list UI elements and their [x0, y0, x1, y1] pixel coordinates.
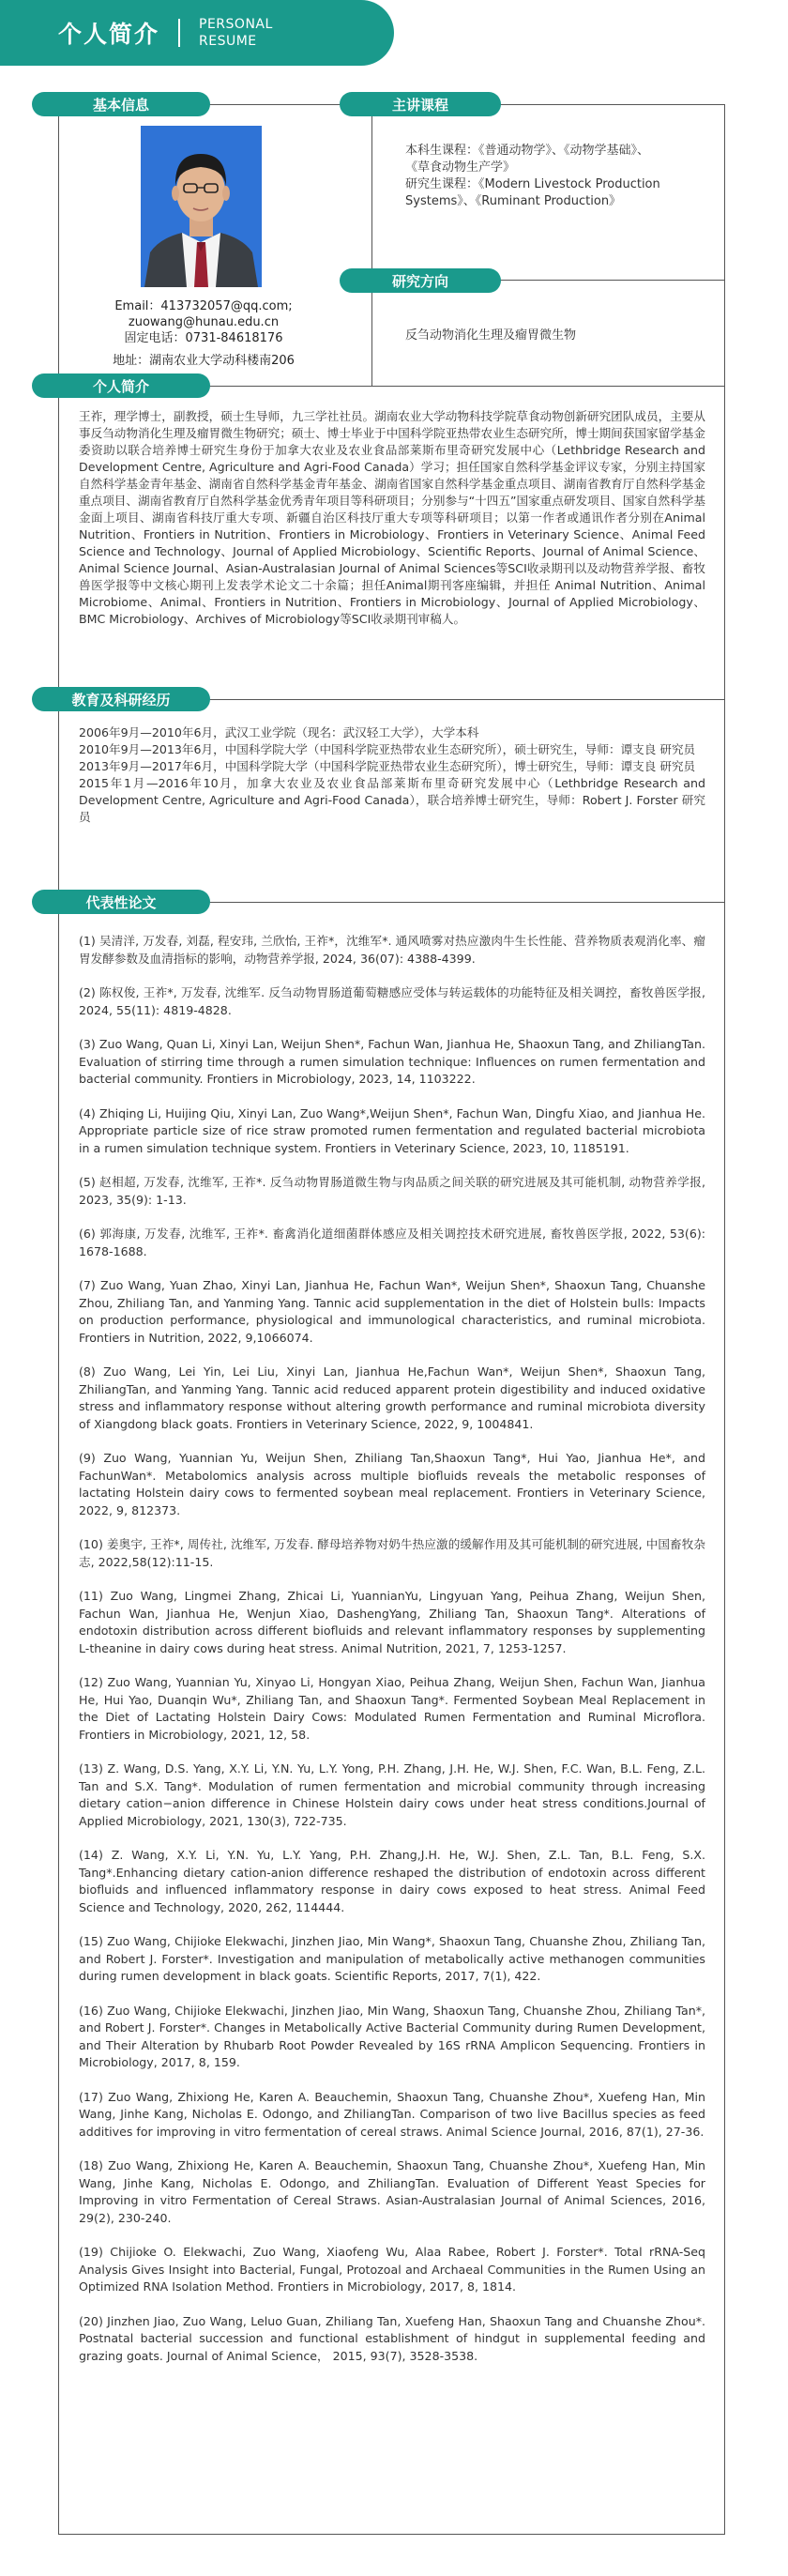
- header-title-en-1: PERSONAL: [199, 17, 273, 32]
- courses-line-3: 研究生课程：《Modern Livestock Production: [405, 177, 660, 191]
- courses-line-2: 《草食动物生产学》: [405, 160, 516, 175]
- section-education: 教育及科研经历: [32, 687, 210, 711]
- paper-item: (8) Zuo Wang, Lei Yin, Lei Liu, Xinyi Lan, Jianhua He,Fachun Wan*, Weijun Shen*, Shaoxun Tang, ZhiliangTan, and Yanming Yang. Tannic acid reduced apparent protein digestibility and induced oxidative stress and inflammatory response without altering growth performance and ruminal microbiota diversity of Xiangdong black goats. Frontiers in Veterinary Science, 2022, 9, 1004841.: [79, 1364, 705, 1431]
- paper-item: (12) Zuo Wang, Yuannian Yu, Xinyao Li, Hongyan Xiao, Peihua Zhang, Weijun Shen, Fachun Wan, Jianhua He, Hui Yao, Duanqin Wu*, Zhiliang Tan, and Shaoxun Tang*. Fermented Soybean Meal Replacement in the Diet of Lactating Holstein Dairy Cows: Modulated Rumen Fermentation and Ruminal Microflora. Frontiers in Microbiology, 2021, 12, 58.: [79, 1675, 705, 1742]
- column-divider: [371, 104, 372, 386]
- education-item: 2013年9月—2017年6月，中国科学院大学（中国科学院亚热带农业生态研究所），博士研究生，导师：谭支良 研究员: [79, 759, 696, 773]
- contact-email-1: Email：413732057@qq.com;: [114, 299, 293, 313]
- education-item: 2006年9月—2010年6月，武汉工业学院（现名：武汉轻工大学），大学本科: [79, 725, 479, 739]
- paper-item: (5) 赵相超, 万发春, 沈维军, 王祚*. 反刍动物胃肠道微生物与肉品质之间关联的研究进展及其可能机制, 动物营养学报, 2023, 35(9): 1-13.: [79, 1175, 705, 1207]
- paper-item: (18) Zuo Wang, Zhixiong He, Karen A. Beauchemin, Shaoxun Tang, Chuanshe Zhou*, Xuefeng Han, Min Wang, Jinhe Kang, Nicholas E. Odongo, and ZhiliangTan. Evaluation of Different Yeast Species for Improving in vitro Fermentation of Cereal Straws. Asian-Australasian Journal of Animal Sciences, 2016, 29(2), 230-240.: [79, 2158, 705, 2225]
- courses-line-4: Systems》、《Ruminant Production》: [405, 194, 622, 208]
- profile-photo: [141, 126, 262, 287]
- profile-text: 王祚，理学博士，副教授，硕士生导师，九三学社社员。湖南农业大学动物科技学院草食动物创新研究团队成员，主要从事反刍动物消化生理及瘤胃微生物研究；硕士、博士毕业于中国科学院亚热带农业生态研究所，博士期间获国家留学基金委资助以联合培养博士研究生身份于加拿大农业及农业食品部莱斯布里奇研究发展中心（Lethbridge Research and Development Centre, Agriculture and Agri-Food Canada）学习；担任国家自然科学基金评议专家，分别主持国家自然科学基金青年基金、湖南省自然科学基金青年基金、湖南省国家自然科学基金重点项目、湖南省教育厅自然科学基金重点项目、湖南省教育厅自然科学基金优秀青年项目等科研项目；分别参与“十四五”国家重点研发项目、国家自然科学基金面上项目、湖南省科技厅重大专项、新疆自治区科技厅重大专项等科研项目；以第一作者或通讯作者分别在Animal Nutrition、Frontiers in Nutrition、Frontiers in Microbiology、Frontiers in Veterinary Science、Animal Feed Science and Technology、Journal of Applied Microbiology、Scientific Reports、Journal of Animal Science、Animal Science Journal、Asian-Australasian Journal of Animal Sciences等SCI收录期刊以及动物营养学报、畜牧兽医学报等中文核心期刊上发表学术论文二十余篇；担任Animal期刊客座编辑，并担任 Animal Nutrition、Animal Microbiome、Animal、Frontiers in Nutrition、Frontiers in Microbiology、Journal of Applied Microbiology、BMC Microbiology、Archives of Microbiology等SCI收录期刊审稿人。: [79, 409, 705, 626]
- paper-item: (13) Z. Wang, D.S. Yang, X.Y. Li, Y.N. Yu, L.Y. Yong, P.H. Zhang, J.H. He, W.J. Shen, F.C. Wan, B.L. Feng, Z.L. Tan and S.X. Tang*. Modulation of rumen fermentation and microbial community through increasing dietary cation−anion difference in Chinese Holstein dairy cows under heat stress conditions.Journal of Applied Microbiology, 2021, 130(3), 722-735.: [79, 1761, 705, 1828]
- paper-item: (17) Zuo Wang, Zhixiong He, Karen A. Beauchemin, Shaoxun Tang, Chuanshe Zhou*, Xuefeng Han, Min Wang, Jinhe Kang, Nicholas E. Odongo, and ZhiliangTan. Comparison of two live Bacillus species as feed additives for improving in vitro fermentation of cereal straws. Animal Science Journal, 2016, 87(1), 27-36.: [79, 2089, 705, 2139]
- contact-email-2: zuowang@hunau.edu.cn: [128, 315, 280, 329]
- paper-item: (16) Zuo Wang, Chijioke Elekwachi, Jinzhen Jiao, Min Wang, Shaoxun Tang, Chuanshe Zhou, Zhiliang Tan*, and Robert J. Forster*. Changes in Metabolically Active Bacterial Community during Rumen Development, and Their Alteration by Rhubarb Root Powder Revealed by 16S rRNA Amplicon Sequencing. Frontiers in Microbiology, 2017, 8, 159.: [79, 2003, 705, 2069]
- header-title-en: [199, 16, 273, 50]
- papers-list: [79, 933, 705, 2382]
- education-item: 2015年1月—2016年10月，加拿大农业及农业食品部莱斯布里奇研究发展中心（Lethbridge Research and Development Centre, Agriculture and Agri-Food Canada），联合培养博士研究生，导师：Robert J. Forster 研究员: [79, 776, 705, 824]
- header-title-cn: 个人简介: [58, 21, 160, 48]
- section-courses: 主讲课程: [340, 92, 501, 116]
- paper-item: (14) Z. Wang, X.Y. Li, Y.N. Yu, L.Y. Yang, P.H. Zhang,J.H. He, W.J. Shen, Z.L. Tan, B.L. Feng, S.X. Tang*.Enhancing dietary cation-anion difference reshaped the distribution of endotoxin across different biofluids and influenced inflammatory response in dairy cows exposed to heat stress. Animal Feed Science and Technology, 2020, 262, 114444.: [79, 1848, 705, 1914]
- courses-line-1: 本科生课程：《普通动物学》、《动物学基础》、: [405, 144, 650, 158]
- section-profile: 个人简介: [32, 373, 210, 398]
- education-item: 2010年9月—2013年6月，中国科学院大学（中国科学院亚热带农业生态研究所），硕士研究生，导师：谭支良 研究员: [79, 742, 696, 756]
- section-papers: 代表性论文: [32, 890, 210, 914]
- paper-item: (4) Zhiqing Li, Huijing Qiu, Xinyi Lan, Zuo Wang*,Weijun Shen*, Fachun Wan, Dingfu Xiao, and Jianhua He. Appropriate particle size of rice straw promoted rumen fermentation and regulated bacterial microbiota in a rumen simulation technique system. Frontiers in Veterinary Science, 2023, 10, 1185191.: [79, 1105, 705, 1155]
- paper-item: (2) 陈权俊, 王祚*, 万发春, 沈维军. 反刍动物胃肠道葡萄糖感应受体与转运载体的功能特征及相关调控，畜牧兽医学报, 2024, 55(11): 4819-4828.: [79, 985, 705, 1017]
- right-frame-line: [724, 104, 725, 2535]
- person-photo-icon: [141, 126, 262, 287]
- research-text: 反刍动物消化生理及瘤胃微生物: [405, 328, 577, 343]
- paper-item: (20) Jinzhen Jiao, Zuo Wang, Leluo Guan, Zhiliang Tan, Xuefeng Han, Shaoxun Tang and Chuanshe Zhou*. Postnatal bacterial succession and functional establishment of hindgut in supplemental feeding and grazing goats. Journal of Animal Science， 2015, 93(7), 3528-3538.: [79, 2313, 705, 2363]
- courses-list: [405, 143, 729, 210]
- paper-item: (3) Zuo Wang, Quan Li, Xinyi Lan, Weijun Shen*, Fachun Wan, Jianhua He, Shaoxun Tang, and ZhiliangTan. Evaluation of stirring time through a rumen simulation technique: Influences on rumen fermentation and bacterial community. Frontiers in Microbiology, 2023, 14, 1103222.: [79, 1037, 705, 1086]
- education-list: [79, 724, 705, 826]
- left-frame-line: [58, 104, 59, 2535]
- section-basic-info: 基本信息: [32, 92, 210, 116]
- paper-item: (10) 姜奥宇, 王祚*, 周传社, 沈维军, 万发春. 酵母培养物对奶牛热应激的缓解作用及其可能机制的研究进展, 中国畜牧杂志, 2022,58(12):11-15.: [79, 1537, 705, 1569]
- section-research: 研究方向: [340, 268, 501, 293]
- paper-item: (6) 郭海康, 万发春, 沈维军, 王祚*. 畜禽消化道细菌群体感应及相关调控技术研究进展, 畜牧兽医学报, 2022, 53(6): 1678-1688.: [79, 1227, 705, 1258]
- paper-item: (1) 吴清洋, 万发春, 刘磊, 程安玮, 兰欣怡, 王祚*，沈维军*. 通风喷雾对热应激肉牛生长性能、营养物质表观消化率、瘤胃发酵参数及血清指标的影响，动物营养学报, 2024, 36(07): 4388-4399.: [79, 934, 705, 966]
- paper-item: (11) Zuo Wang, Lingmei Zhang, Zhicai Li, YuannianYu, Lingyuan Yang, Peihua Zhang, Weijun Shen, Fachun Wan, Jianhua He, Wenjun Xiao, DashengYang, Zhiliang Tan, Shaoxun Tang*. Alterations of endotoxin distribution across different biofluids and relevant inflammatory responses by supplementing L-theanine in dairy cows during heat stress. Animal Nutrition, 2021, 7, 1253-1257.: [79, 1589, 705, 1655]
- contact-address: 地址：湖南农业大学动科楼南206: [113, 354, 295, 368]
- paper-item: (19) Chijioke O. Elekwachi, Zuo Wang, Xiaofeng Wu, Alaa Rabee, Robert J. Forster*. Total rRNA-Seq Analysis Gives Insight into Bacterial, Fungal, Protozoal and Archaeal Communities in the Rumen Using an Optimized RNA Isolation Method. Frontiers in Microbiology, 2017, 8, 1814.: [79, 2245, 705, 2294]
- bottom-frame-line: [58, 2534, 724, 2535]
- header-separator: [178, 19, 180, 47]
- paper-item: (15) Zuo Wang, Chijioke Elekwachi, Jinzhen Jiao, Min Wang*, Shaoxun Tang, Chuanshe Zhou, Zhiliang Tan, and Robert J. Forster*. Investigation and manipulation of metabolically active methanogen communities during rumen development in black goats. Scientific Reports, 2017, 7(1), 422.: [79, 1934, 705, 1983]
- contact-phone: 固定电话：0731-84618176: [124, 331, 283, 345]
- header-banner: [0, 0, 394, 66]
- paper-item: (9) Zuo Wang, Yuannian Yu, Weijun Shen, Zhiliang Tan,Shaoxun Tang*, Hui Yao, Jianhua He*, and FachunWan*. Metabolomics analysis across multiple biofluids reveals the metabolic responses of lactating Holstein dairy cows to fermented soybean meal replacement. Frontiers in Veterinary Science, 2022, 9, 812373.: [79, 1451, 705, 1517]
- header-title-en-2: RESUME: [199, 34, 257, 49]
- paper-item: (7) Zuo Wang, Yuan Zhao, Xinyi Lan, Jianhua He, Fachun Wan*, Weijun Shen*, Shaoxun Tang, Chuanshe Zhou, Zhiliang Tan, and Yanming Yang. Tannic acid supplementation in the diet of Holstein bulls: Impacts on production performance, physiological and immunological characteristics, and ruminal microbiota. Frontiers in Nutrition, 2022, 9,1066074.: [79, 1278, 705, 1345]
